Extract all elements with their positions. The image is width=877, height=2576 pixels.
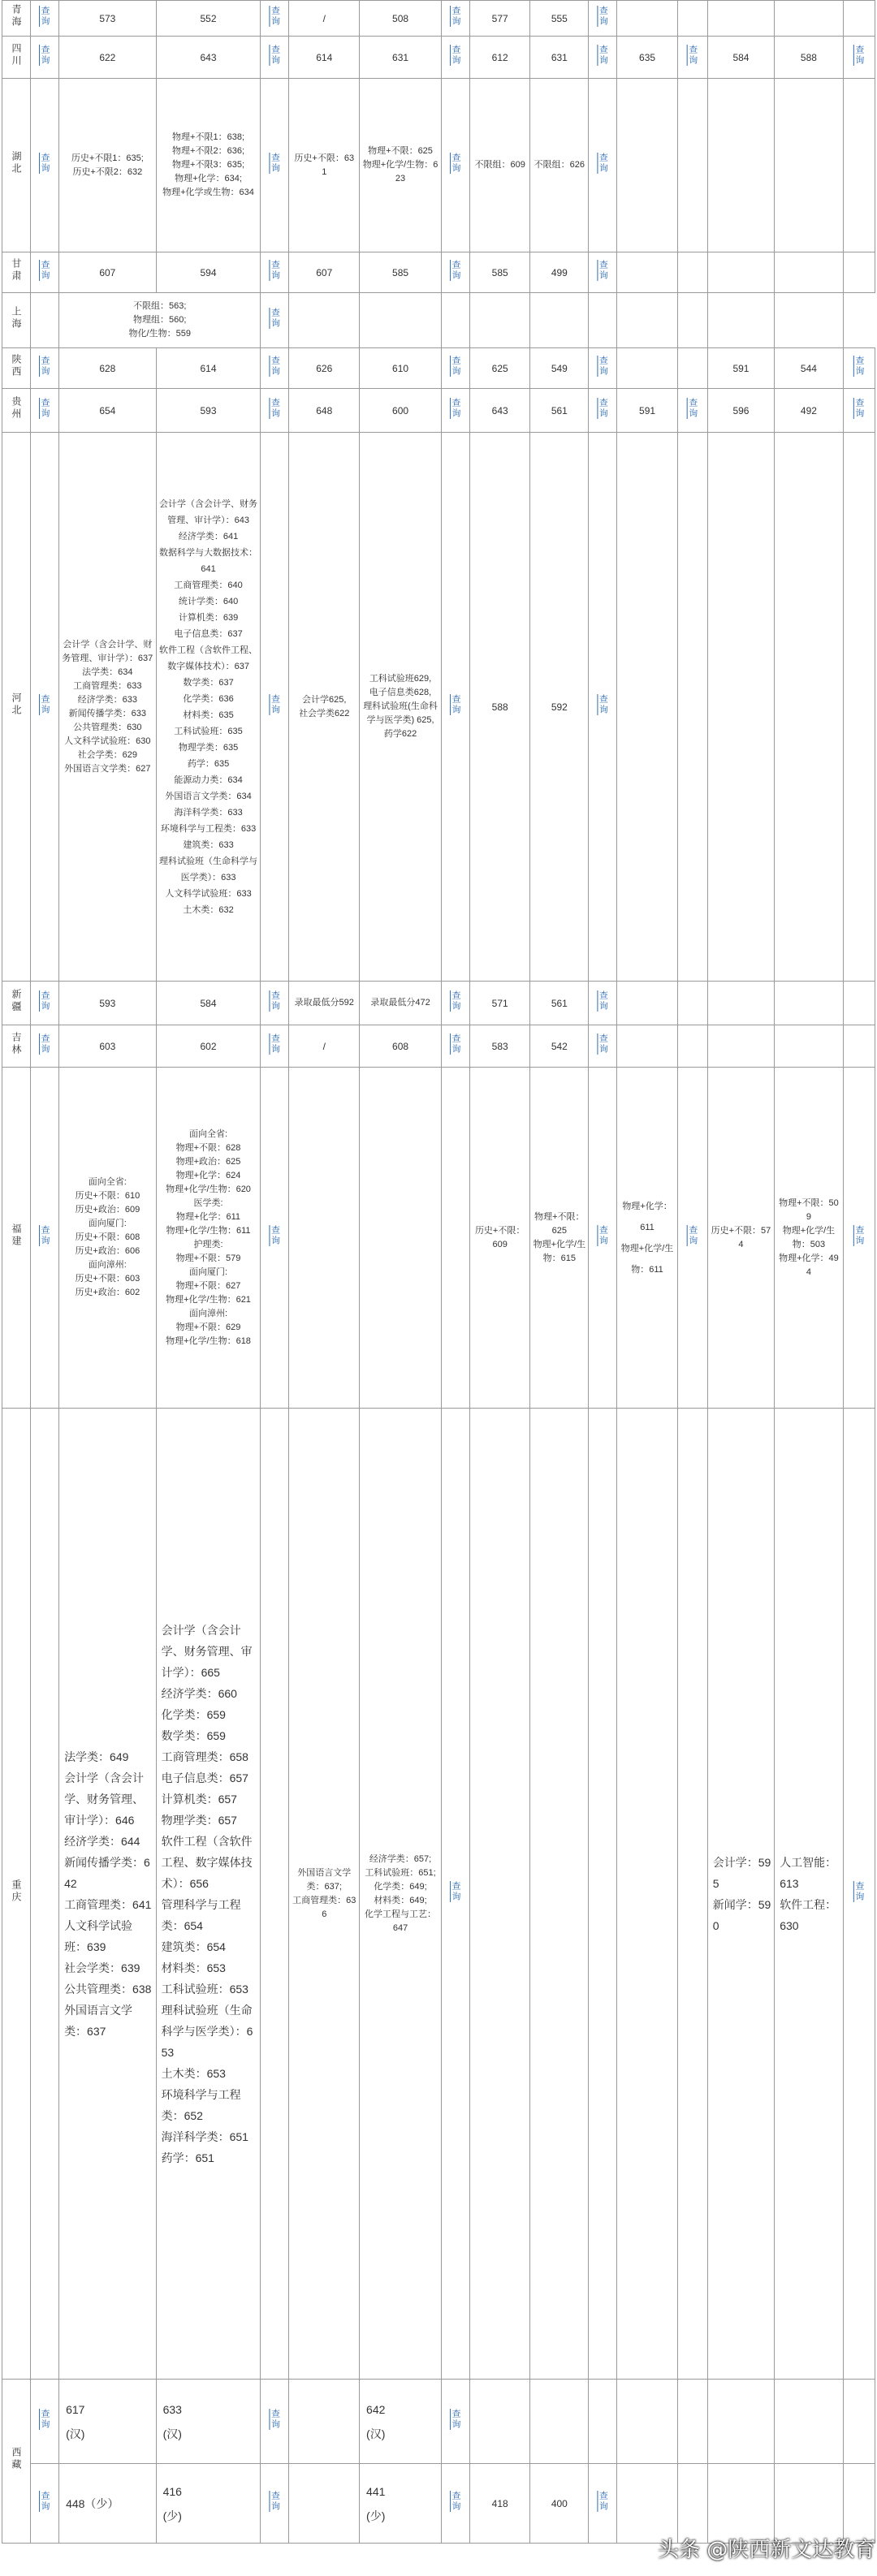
table-row — [2, 433, 875, 982]
score-cell: 584 — [707, 37, 774, 79]
query-link[interactable]: 查询 — [598, 694, 608, 715]
score-cell: 643 — [470, 389, 530, 433]
score-cell: 400 — [530, 2464, 589, 2544]
query-link[interactable]: 查询 — [687, 398, 698, 419]
table-row — [2, 79, 875, 252]
query-link[interactable]: 查询 — [40, 260, 50, 281]
query-link[interactable]: 查询 — [451, 6, 461, 27]
province-cell: 新疆 — [2, 982, 31, 1025]
query-link[interactable]: 查询 — [687, 1225, 698, 1246]
province-cell: 福建 — [2, 1068, 31, 1409]
watermark: 头条 @陕西新文达教育 — [658, 2538, 876, 2562]
score-cell: 612 — [470, 37, 530, 79]
province-cell: 青海 — [2, 1, 31, 37]
score-cell: 614 — [156, 348, 261, 389]
table-row — [2, 1409, 875, 2380]
score-cell: 会计学（含会计学、财务管理、审计学）：643 经济学类：641 数据科学与大数据技术：641 工商管理类：640 统计学类：640 计算机类：639 电子信息类：637 软件工程（含软件工程、数字媒体技术）：637 数学类：637 化学类：636 材料类：635 工科试验班：635 物理学类：635 药学：635 能源动力类：634 外国语言文学类：634 海洋科学类：633 环境科学与工程类：633 建筑类：633 理科试验班（生命科学与医学类）：633 人文科学试验班：633 土木类：632 — [156, 433, 261, 982]
score-cell: 448（少） — [59, 2464, 157, 2544]
query-link[interactable]: 查询 — [270, 260, 280, 281]
score-cell: 635 — [617, 37, 677, 79]
province-cell: 甘肃 — [2, 252, 31, 293]
score-cell: / — [289, 1025, 360, 1068]
query-link[interactable]: 查询 — [598, 6, 608, 27]
score-cell: 历史+不限：609 — [470, 1068, 530, 1409]
query-link[interactable]: 查询 — [598, 398, 608, 419]
score-cell: 法学类：649 会计学（含会计学、财务管理、审计学）：646 经济学类：644 新闻传播学类：642 工商管理类：641 人文科学试验班：639 社会学类：639 公共管理类：638 外国语言文学类：637 — [59, 1409, 157, 2380]
score-cell: 历史+不限：574 — [707, 1068, 774, 1409]
score-cell: 416 (少) — [156, 2464, 261, 2544]
query-link[interactable]: 查询 — [853, 45, 864, 66]
query-link[interactable]: 查询 — [270, 6, 280, 27]
province-cell: 陕西 — [2, 348, 31, 389]
province-cell: 贵州 — [2, 389, 31, 433]
score-cell: 499 — [530, 252, 589, 293]
score-cell: 610 — [360, 348, 442, 389]
score-cell: 会计学：595 新闻学：590 — [707, 1409, 774, 2380]
query-link[interactable]: 查询 — [270, 990, 280, 1012]
score-cell: 593 — [156, 389, 261, 433]
score-cell: 工科试验班629, 电子信息类628, 理科试验班(生命科学与医学类) 625, 药学622 — [360, 433, 442, 982]
query-link[interactable]: 查询 — [598, 260, 608, 281]
score-cell: 录取最低分472 — [360, 982, 442, 1025]
query-link[interactable]: 查询 — [40, 398, 50, 419]
query-link[interactable]: 查询 — [270, 45, 280, 66]
score-cell: 物理+不限：509 物理+化学/生物：503 物理+化学：494 — [775, 1068, 844, 1409]
query-link[interactable]: 查询 — [451, 260, 461, 281]
query-link[interactable]: 查询 — [451, 694, 461, 715]
score-cell: 591 — [617, 389, 677, 433]
query-link[interactable]: 查询 — [270, 2409, 280, 2430]
query-link[interactable]: 查询 — [40, 6, 50, 27]
score-cell: 600 — [360, 389, 442, 433]
score-cell: 591 — [707, 348, 774, 389]
score-cell: 633 (汉) — [156, 2380, 261, 2464]
query-link[interactable]: 查询 — [451, 398, 461, 419]
query-link[interactable]: 查询 — [40, 694, 50, 715]
score-cell: 654 — [59, 389, 157, 433]
province-cell: 吉林 — [2, 1025, 31, 1068]
query-link[interactable]: 查询 — [598, 2491, 608, 2512]
score-cell: 648 — [289, 389, 360, 433]
score-cell: 603 — [59, 1025, 157, 1068]
score-cell: 物理+不限1：638; 物理+不限2：636; 物理+不限3：635; 物理+化学：634; 物理+化学或生物：634 — [156, 79, 261, 252]
score-cell: 583 — [470, 1025, 530, 1068]
query-link[interactable]: 查询 — [853, 356, 864, 377]
score-cell: 573 — [59, 1, 157, 37]
score-cell: 588 — [470, 433, 530, 982]
score-cell: 录取最低分592 — [289, 982, 360, 1025]
query-link[interactable]: 查询 — [598, 45, 608, 66]
score-cell: 588 — [775, 37, 844, 79]
query-link[interactable]: 查询 — [270, 694, 280, 715]
score-cell: 594 — [156, 252, 261, 293]
score-cell: 631 — [530, 37, 589, 79]
score-cell: 会计学（含会计学、财务管理、审计学）：637 法学类：634 工商管理类：633 经济学类：633 新闻传播学类：633 公共管理类：630 人文科学试验班：630 社会学类：629 外国语言文学类：627 — [59, 433, 157, 982]
score-cell: 会计学625, 社会学类622 — [289, 433, 360, 982]
province-cell: 西藏 — [2, 2380, 31, 2544]
table-row — [2, 2464, 875, 2544]
admission-scores-table — [2, 0, 875, 2544]
score-cell: 622 — [59, 37, 157, 79]
province-cell: 四川 — [2, 37, 31, 79]
score-cell: 不限组：609 — [470, 79, 530, 252]
query-link[interactable]: 查询 — [451, 2409, 461, 2430]
query-link[interactable]: 查询 — [451, 2491, 461, 2512]
table-row — [2, 1025, 875, 1068]
query-link[interactable]: 查询 — [40, 990, 50, 1012]
score-cell: 会计学（含会计学、财务管理、审计学）：665 经济学类：660 化学类：659 数学类：659 工商管理类：658 电子信息类：657 计算机类：657 物理学类：657 软件工程（含软件工程、数字媒体技术）：656 管理科学与工程类：654 建筑类：654 材料类：653 工科试验班：653 理科试验班（生命科学与医学类）：653 土木类：653 环境科学与工程类：652 海洋科学类：651 药学：651 — [156, 1409, 261, 2380]
score-cell: 617 (汉) — [59, 2380, 157, 2464]
query-link[interactable]: 查询 — [451, 45, 461, 66]
score-cell: 不限组：626 — [530, 79, 589, 252]
query-link[interactable]: 查询 — [40, 356, 50, 377]
table-row — [2, 37, 875, 79]
score-cell: 492 — [775, 389, 844, 433]
table-row — [2, 1, 875, 37]
score-cell: 物理+化学：611 物理+化学/生物：611 — [617, 1068, 677, 1409]
score-cell: 外国语言文学类：637; 工商管理类：636 — [289, 1409, 360, 2380]
table-row — [2, 982, 875, 1025]
score-cell: 585 — [360, 252, 442, 293]
province-cell: 重庆 — [2, 1409, 31, 2380]
query-link[interactable]: 查询 — [40, 1225, 50, 1246]
query-link[interactable]: 查询 — [40, 1033, 50, 1055]
query-link[interactable]: 查询 — [853, 1225, 864, 1246]
score-cell: 642 (汉) — [360, 2380, 442, 2464]
score-cell: 人工智能：613 软件工程：630 — [775, 1409, 844, 2380]
score-cell: 418 — [470, 2464, 530, 2544]
score-cell: 631 — [360, 37, 442, 79]
province-cell: 河北 — [2, 433, 31, 982]
score-cell: 561 — [530, 389, 589, 433]
query-link[interactable]: 查询 — [270, 153, 280, 174]
query-link[interactable]: 查询 — [270, 1225, 280, 1246]
table-row — [2, 1068, 875, 1409]
query-link[interactable]: 查询 — [451, 356, 461, 377]
query-link[interactable]: 查询 — [451, 153, 461, 174]
query-link[interactable]: 查询 — [598, 356, 608, 377]
score-cell: 608 — [360, 1025, 442, 1068]
table-row — [2, 348, 875, 389]
query-link[interactable]: 查询 — [270, 356, 280, 377]
score-cell: 577 — [470, 1, 530, 37]
score-cell: 614 — [289, 37, 360, 79]
score-cell: 585 — [470, 252, 530, 293]
score-cell: 602 — [156, 1025, 261, 1068]
query-link[interactable]: 查询 — [451, 990, 461, 1012]
score-cell: 面向全省: 物理+不限：628 物理+政治：625 物理+化学：624 物理+化学/生物：620 医学类: 物理+化学：611 物理+化学/生物：611 护理类: 物理+不限：579 面向厦门: 物理+不限：627 物理+化学/生物：621 面向漳州: 物理+不限：629 物理+化学/生物：618 — [156, 1068, 261, 1409]
query-link[interactable]: 查询 — [451, 1881, 461, 1902]
score-cell: 544 — [775, 348, 844, 389]
score-cell: 593 — [59, 982, 157, 1025]
query-link[interactable]: 查询 — [40, 45, 50, 66]
score-cell: 596 — [707, 389, 774, 433]
score-cell: 物理+不限：625 物理+化学/生物：615 — [530, 1068, 589, 1409]
score-cell: 历史+不限1：635; 历史+不限2：632 — [59, 79, 157, 252]
query-link[interactable]: 查询 — [853, 398, 864, 419]
score-cell: 物理+不限：625 物理+化学/生物：623 — [360, 79, 442, 252]
score-cell: 441 (少) — [360, 2464, 442, 2544]
score-cell: 592 — [530, 433, 589, 982]
score-cell: 历史+不限：631 — [289, 79, 360, 252]
query-link[interactable]: 查询 — [270, 398, 280, 419]
query-link[interactable]: 查询 — [270, 2491, 280, 2512]
score-cell: 584 — [156, 982, 261, 1025]
query-link[interactable]: 查询 — [40, 153, 50, 174]
query-link[interactable]: 查询 — [451, 1033, 461, 1055]
score-cell: 552 — [156, 1, 261, 37]
query-link[interactable]: 查询 — [687, 45, 698, 66]
query-link[interactable]: 查询 — [598, 990, 608, 1012]
score-cell: / — [289, 1, 360, 37]
score-cell: 628 — [59, 348, 157, 389]
score-cell: 555 — [530, 1, 589, 37]
province-cell: 湖北 — [2, 79, 31, 252]
score-cell: 626 — [289, 348, 360, 389]
table-row — [2, 389, 875, 433]
query-link[interactable]: 查询 — [270, 1033, 280, 1055]
query-link[interactable]: 查询 — [270, 308, 280, 329]
query-link[interactable]: 查询 — [40, 2409, 50, 2430]
query-link[interactable]: 查询 — [853, 1881, 864, 1902]
score-cell: 607 — [59, 252, 157, 293]
score-cell: 571 — [470, 982, 530, 1025]
query-link[interactable]: 查询 — [598, 1225, 608, 1246]
score-cell: 625 — [470, 348, 530, 389]
table-row — [2, 2380, 875, 2464]
score-cell: 面向全省: 历史+不限：610 历史+政治：609 面向厦门: 历史+不限：608 历史+政治：606 面向漳州: 历史+不限：603 历史+政治：602 — [59, 1068, 157, 1409]
table-row — [2, 252, 875, 293]
score-cell: 549 — [530, 348, 589, 389]
score-cell: 542 — [530, 1025, 589, 1068]
table-row — [2, 293, 875, 348]
score-cell: 643 — [156, 37, 261, 79]
score-cell: 508 — [360, 1, 442, 37]
query-link[interactable]: 查询 — [40, 2491, 50, 2512]
score-cell: 607 — [289, 252, 360, 293]
score-cell: 经济学类：657; 工科试验班：651; 化学类：649; 材料类：649; 化学工程与工艺：647 — [360, 1409, 442, 2380]
province-cell: 上海 — [2, 293, 31, 348]
score-cell: 不限组：563; 物理组：560; 物化/生物：559 — [59, 293, 261, 348]
score-cell: 561 — [530, 982, 589, 1025]
query-link[interactable]: 查询 — [598, 153, 608, 174]
query-link[interactable]: 查询 — [598, 1033, 608, 1055]
